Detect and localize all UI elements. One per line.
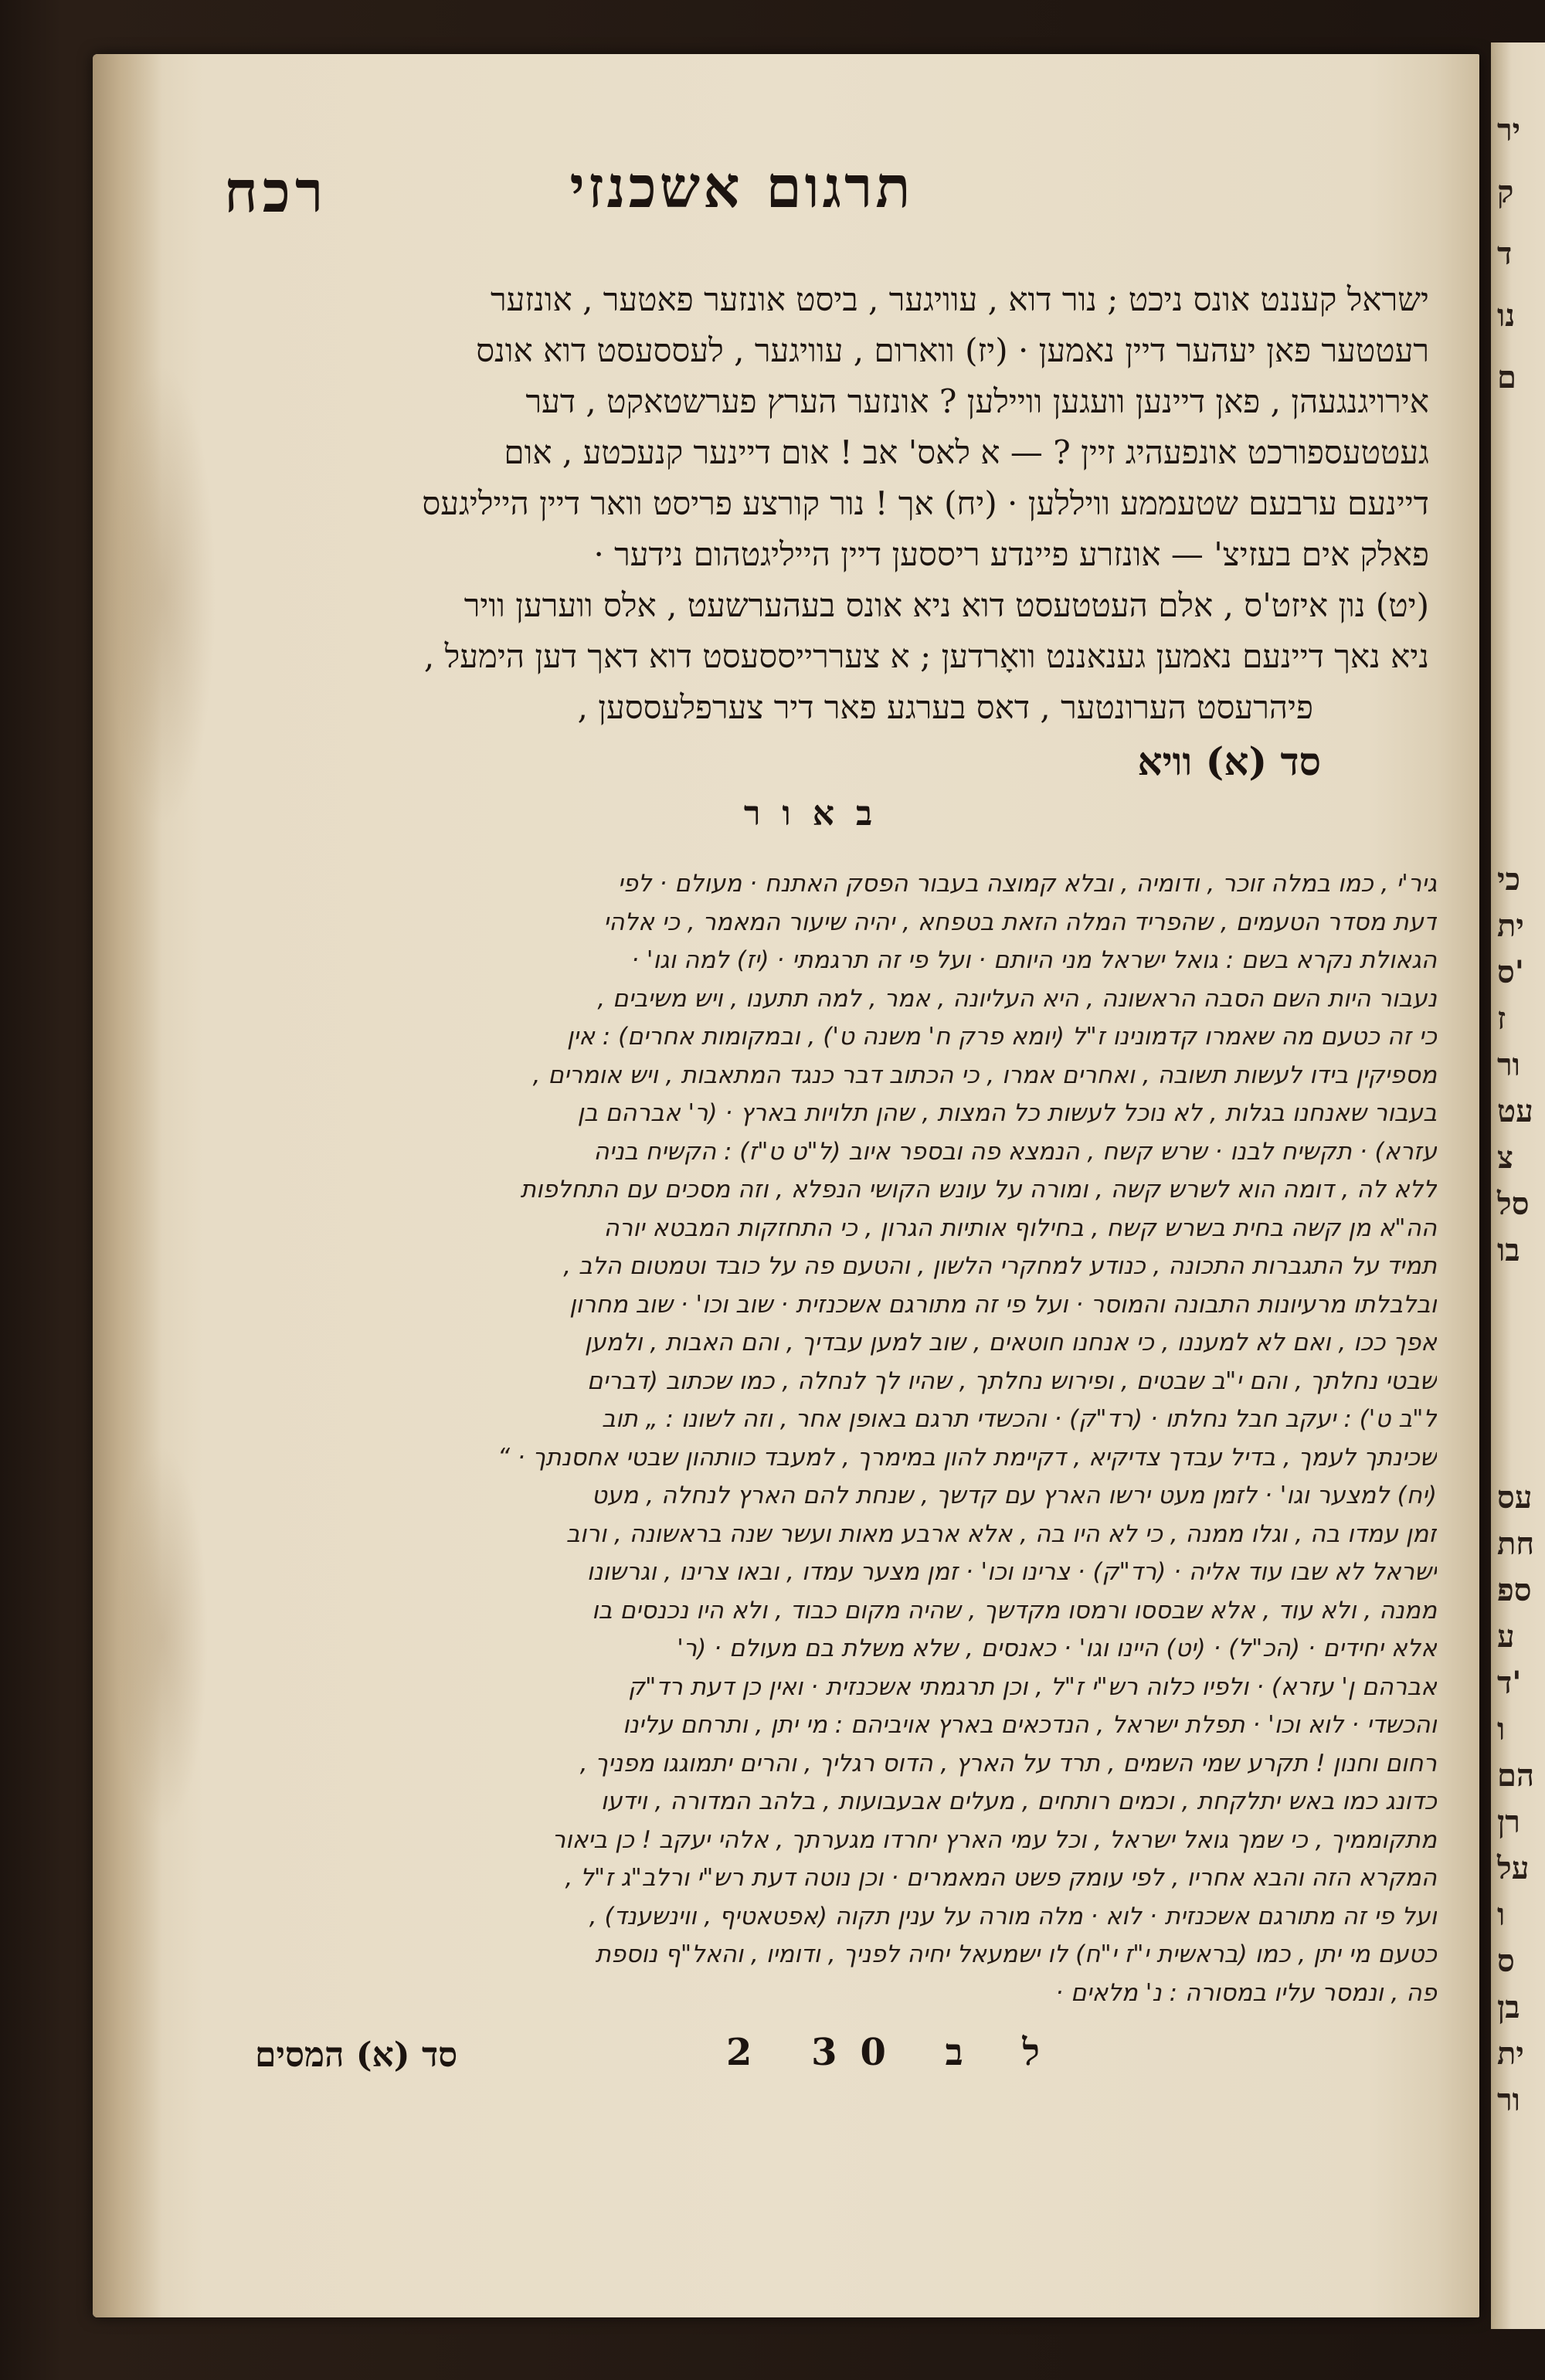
facing-fragment: הם: [1497, 1757, 1534, 1794]
commentary-line: המקרא הזה והבא אחריו , לפי עומק פשט המאמרים · וכן נוטה דעת רש"י ורלב"ג ז"ל ,: [565, 1864, 1437, 1892]
commentary-text: [201, 865, 1437, 2012]
facing-fragment: כי: [1497, 861, 1521, 898]
facing-fragment: ד: [1497, 236, 1513, 272]
signature-mark: ל ב 30 2: [726, 2031, 1063, 2074]
page-title: תרגום אשכנזי: [569, 154, 914, 221]
commentary-line: מתקוממיך , כי שמך גואל ישראל , וכל עמי הארץ יחרדו מגערתך , אלהי יעקב ! כן ביאור: [552, 1825, 1437, 1854]
facing-page-text: [1491, 42, 1545, 2329]
commentary-line: דעת מסדר הטעמים , שהפריד המלה הזאת בטפחא , יהיה שיעור המאמר , כי אלהי: [603, 908, 1437, 936]
commentary-line: נעבור היות השם הסבה הראשונה , היא העליונה , אמר , למה תתענו , ויש משיבים ,: [597, 984, 1437, 1013]
facing-fragment: בן: [1497, 1989, 1520, 2025]
facing-fragment: ז: [1497, 1000, 1506, 1037]
facing-fragment: חת: [1497, 1526, 1535, 1562]
facing-fragment: עס: [1497, 1479, 1533, 1516]
text-line: ישראל קעננט אונס ניכט ; נור דוא , עוויגער , ביסט אונזער פאטער , אונזער: [491, 280, 1429, 318]
facing-fragment: ו: [1497, 1711, 1506, 1747]
facing-fragment: בו: [1497, 1232, 1520, 1268]
commentary-line: זמן עמדו בה , וגלו ממנה , כי לא היו בה , אלא ארבע מאות ועשר שנה בראשונה , ורוב: [565, 1519, 1437, 1548]
text-line: געטטעספורכט אונפעהיג זיין ? — א לאס' אב ! אום דיינער קנעכטע , אום: [504, 433, 1429, 471]
text-line: רעטטער פאן יעהער דיין נאמען · (יז) ווארום , עוויגער , לעססעסט דוא אונס: [476, 331, 1429, 369]
commentary-line: ללא לה , דומה הוא לשרש קשה , ומורה על עונש הקושי הנפלא , וזה מסכים עם התחלפות: [520, 1176, 1437, 1204]
facing-fragment: ור: [1497, 1047, 1520, 1083]
facing-fragment: ס': [1497, 954, 1525, 990]
commentary-line: ממנה , ולא עוד , אלא שבססו ורמסו מקדשך , שהיה מקום כבוד , ולא היו נכנסים בו: [592, 1596, 1437, 1625]
facing-page-edge: [1491, 42, 1545, 2329]
section-marker: סד (א) וויא: [1137, 738, 1321, 784]
running-head: [170, 154, 1468, 247]
commentary-line: שכינתך לעמך , בדיל עבדך צדיקיא , דקיימת להון במימרך , למעבד כוותהון שבטי אחסנתך · “: [497, 1443, 1437, 1472]
text-line: פאלק אים בעזיצ' — אונזרע פיינדע ריססען דיין הייליגטהום נידער ·: [593, 535, 1429, 573]
book-page: [93, 54, 1479, 2317]
commentary-line: בעבור שאנחנו בגלות , לא נוכל לעשות כל המצות , שהן תלויות בארץ · (ר' אברהם בן: [577, 1099, 1437, 1127]
commentary-line: אברהם ן' עזרא) · ולפיו כלוה רש"י ז"ל , וכן תרגמתי אשכנזית · ואין כן דעת רד"ק: [628, 1672, 1437, 1701]
page-number: רכח: [224, 159, 328, 226]
commentary-line: כטעם מי יתן , כמו (בראשית י"ז י"ח) לו ישמעאל יחיה לפניך , ודומיו , והאל"ף נוספת: [595, 1940, 1437, 1968]
commentary-line: (יח) למצער וגו' · לזמן מעט ירשו הארץ עם קדשך , שנחת להם הארץ לנחלה , מעט: [591, 1482, 1437, 1509]
facing-fragment: סל: [1497, 1186, 1530, 1222]
text-line: אירויגנגעהן , פאן דיינען וועגען וויילען ? אונזער הערץ פערשטאקט , דער: [525, 382, 1429, 420]
facing-fragment: עט: [1497, 1093, 1533, 1129]
commentary-line: תמיד על התגברות התכונה , כנודע למחקרי הלשון , והטעם פה על כובד וטמטום הלב ,: [563, 1252, 1437, 1280]
facing-fragment: ית: [1497, 2035, 1524, 2072]
facing-fragment: ית: [1497, 908, 1524, 944]
facing-fragment: ס: [1497, 1943, 1515, 1979]
commentary-line: כי זה כטעם מה שאמרו קדמונינו ז"ל (יומא פרק ח' משנה ט') , ובמקומות אחרים) : אין: [566, 1023, 1437, 1051]
facing-fragment: ור: [1497, 2082, 1520, 2118]
commentary-line: ועל פי זה מתורגם אשכנזית · לוא · מלה מורה על ענין תקוה (אפטאטיף , ווינשענד) ,: [589, 1902, 1437, 1930]
commentary-line: מספיקין בידו לעשות תשובה , ואחרים אמרו , כי הכתוב דבר כנגד המתאבות , ויש אומרים ,: [532, 1061, 1437, 1089]
yiddish-translation: [209, 274, 1429, 787]
commentary-line: רחום וחנון ! תקרע שמי השמים , תרד על הארץ , הדוס רגליך , והרים יתמוגגו מפניך ,: [579, 1749, 1437, 1777]
facing-fragment: רן: [1497, 1804, 1520, 1840]
commentary-line: פה , ונמסר עליו במסורה : נ' מלאים ·: [1055, 1978, 1437, 2007]
facing-fragment: ו: [1497, 1896, 1506, 1933]
facing-fragment: צ: [1497, 1139, 1513, 1176]
page-footer: [170, 2031, 1468, 2097]
facing-fragment: ד': [1497, 1665, 1522, 1701]
catchword: סד (א) המסים: [255, 2035, 458, 2075]
commentary-line: ל"ב ט') : יעקב חבל נחלתו · (רד"ק) · והכשדי תרגם באופן אחר , וזה לשונו : „ תוב: [602, 1405, 1437, 1433]
commentary-line: אפך ככו , ואם לא למעננו , כי אנחנו חוטאים , שוב למען עבדיך , והם האבות , ולמען: [584, 1329, 1437, 1356]
commentary-line: ובלבלתו מרעיונות התבונה והמוסר · ועל פי זה מתורגם אשכנזית · שוב וכו' · שוב מחרון: [569, 1290, 1437, 1319]
facing-fragment: ם: [1497, 359, 1516, 396]
commentary-line: הה"א מן קשה בחית בשרש קשח , בחילוף אותיות הגרון , כי התחזקות המבטא יורה: [603, 1214, 1437, 1242]
commentary-line: שבטי נחלתך , והם י"ב שבטים , ופירוש נחלתך , שהיו לך לנחלה , כמו שכתוב (דברים: [586, 1367, 1437, 1395]
page-content: [170, 54, 1468, 2317]
commentary-line: הגאולת נקרא בשם : גואל ישראל מני היותם · ועל פי זה תרגמתי · (יז) למה וגו' ·: [631, 946, 1437, 974]
text-line: דיינעם ערבעם שטעממע וויללען · (יח) אך ! נור קורצע פריסט וואר דיין הייליגעס: [422, 484, 1429, 522]
facing-fragment: ק: [1497, 174, 1514, 210]
facing-fragment: על: [1497, 1850, 1530, 1886]
facing-fragment: יר: [1497, 112, 1521, 148]
commentary-line: גיר'י , כמו במלה זוכר , ודומיה , ובלא קמוצה בעבור הפסק האתנח · מעולם · לפי: [617, 870, 1437, 898]
commentary-line: אלא יחידים · (הכ"ל) · (יט) היינו וגו' · כאנסים , שלא משלת בם מעולם · (ר': [677, 1635, 1437, 1662]
text-line: ניא נאך דיינעם נאמען גענאננט וואָרדען ; א צעררייססעסט דוא דאך דען הימעל ,: [423, 637, 1429, 675]
text-line: פיהרעסט הערונטער , דאס בערגע פאר דיר צערפלעססען ,: [577, 688, 1313, 726]
facing-fragment: ע: [1497, 1618, 1515, 1655]
facing-fragment: ספ: [1497, 1572, 1532, 1608]
facing-fragment: נו: [1497, 297, 1516, 334]
text-line: (יט) נון איזט'ס , אלם העטטעסט דוא ניא אונס בעהערשעט , אלס ווערען וויר: [464, 586, 1429, 624]
commentary-line: ישראל לא שבו עוד אליה · (רד"ק) · צרינו וכו' · זמן מצער עמדו , ובאו צרינו , וגרשונו: [586, 1558, 1437, 1586]
commentary-line: עזרא) · תקשיח לבנו · שרש קשח , הנמצא פה ובספר איוב (ל"ט ט"ז) : הקשיח בניה: [593, 1137, 1437, 1166]
commentary-heading: באור: [743, 794, 895, 834]
commentary-line: והכשדי · לוא וכו' · תפלת ישראל , הנדכאים בארץ אויביהם : מי יתן , ותרחם עלינו: [622, 1711, 1437, 1739]
commentary-line: כדונג כמו באש יתלקחת , וכמים רותחים , מעלים אבעבועות , בלהב המדורה , וידעו: [600, 1788, 1437, 1815]
